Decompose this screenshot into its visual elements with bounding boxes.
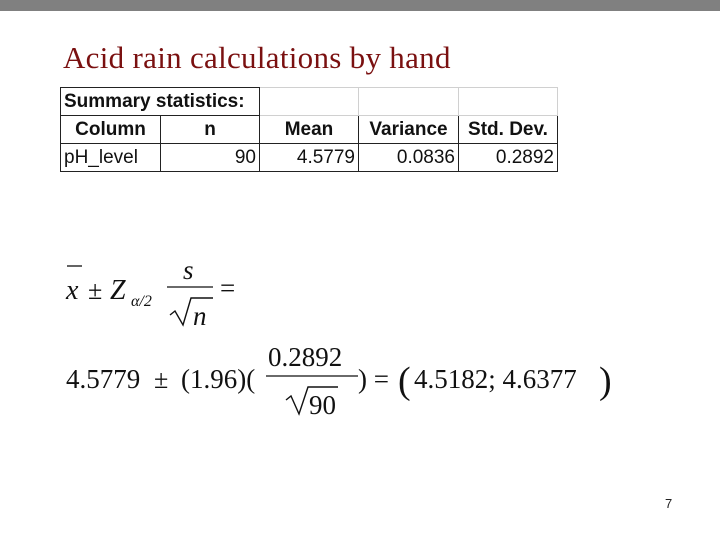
open-paren: ( <box>398 360 411 402</box>
xbar-symbol: x <box>66 275 79 306</box>
plus-minus-symbol: ± <box>88 276 103 305</box>
equals-sign: = <box>220 273 236 303</box>
table-caption: Summary statistics: <box>61 88 260 116</box>
denominator-n: 90 <box>309 390 336 420</box>
z-symbol: Z <box>110 275 126 306</box>
interval-result: 4.5182; 4.6377 <box>414 364 577 394</box>
z-subscript: α/2 <box>131 293 152 310</box>
cell-mean: 4.5779 <box>260 144 359 172</box>
header-std-dev: Std. Dev. <box>459 116 558 144</box>
page-number: 7 <box>665 496 673 511</box>
header-mean: Mean <box>260 116 359 144</box>
cell-std-dev: 0.2892 <box>459 144 558 172</box>
header-variance: Variance <box>359 116 459 144</box>
cell-variance: 0.0836 <box>359 144 459 172</box>
slide-title: Acid rain calculations by hand <box>63 40 451 75</box>
z-value: (1.96)( <box>181 364 256 394</box>
mean-value: 4.5779 <box>66 364 141 394</box>
header-column: Column <box>61 116 161 144</box>
cell-column: pH_level <box>61 144 161 172</box>
header-n: n <box>161 116 260 144</box>
denominator-n: n <box>193 301 207 331</box>
numerator-s: s <box>183 255 194 285</box>
plus-minus-symbol: ± <box>154 365 169 394</box>
cell-n: 90 <box>161 144 260 172</box>
close-equals: ) = <box>358 364 389 394</box>
numerator-std-dev: 0.2892 <box>268 342 343 372</box>
close-paren: ) <box>599 360 612 402</box>
